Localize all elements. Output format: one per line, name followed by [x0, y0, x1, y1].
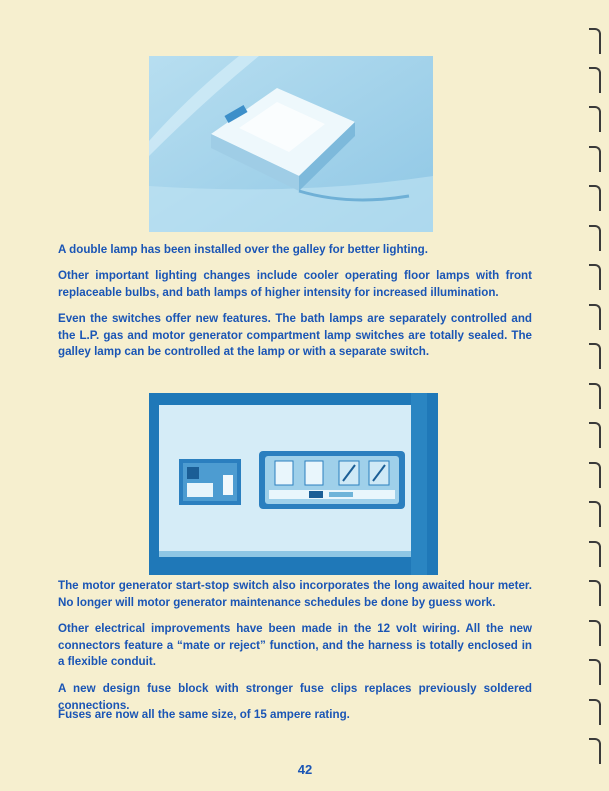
binding-hole [589, 67, 601, 93]
paragraph: The motor generator start-stop switch also incorporates the long awaited hour meter. No longer will motor generator maintenance schedules be done by guess work. [58, 579, 532, 609]
paragraph: Other electrical improvements have been made in the 12 volt wiring. All the new connectors feature a “mate or reject” function, and the harness is totally enclosed in a flexible conduit. [58, 622, 532, 668]
binding-hole [589, 264, 601, 290]
binding-hole [589, 422, 601, 448]
binding-hole [589, 304, 601, 330]
paragraph: A new design fuse block with stronger fuse clips replaces previously soldered connections. [58, 682, 532, 712]
paragraph: Fuses are now all the same size, of 15 ampere rating. [58, 708, 350, 721]
binding-hole [589, 225, 601, 251]
binding-hole [589, 28, 601, 54]
binding-hole [589, 343, 601, 369]
binding-hole [589, 185, 601, 211]
paragraph: Other important lighting changes include cooler operating floor lamps with front replaceable bulbs, and bath lamps of higher intensity for increased illumination. [58, 269, 532, 299]
binding-hole [589, 501, 601, 527]
galley-lamp-photo [149, 56, 433, 232]
page-number: 42 [297, 762, 313, 777]
spiral-binding [583, 0, 601, 791]
binding-hole [589, 106, 601, 132]
switch-panel-illustration [149, 393, 438, 575]
binding-hole [589, 146, 601, 172]
paragraph: Even the switches offer new features. The bath lamps are separately controlled and the L.P. gas and motor generator compartment lamp switches are totally sealed. The galley lamp can be controlled at the lamp or with a separate switch. [58, 312, 532, 358]
galley-lamp-illustration [149, 56, 433, 232]
binding-hole [589, 620, 601, 646]
switch-panel-photo [149, 393, 438, 575]
paragraph: A double lamp has been installed over the galley for better lighting. [58, 243, 428, 256]
binding-hole [589, 580, 601, 606]
binding-hole [589, 462, 601, 488]
binding-hole [589, 699, 601, 725]
binding-hole [589, 738, 601, 764]
binding-hole [589, 383, 601, 409]
binding-hole [589, 659, 601, 685]
binding-hole [589, 541, 601, 567]
